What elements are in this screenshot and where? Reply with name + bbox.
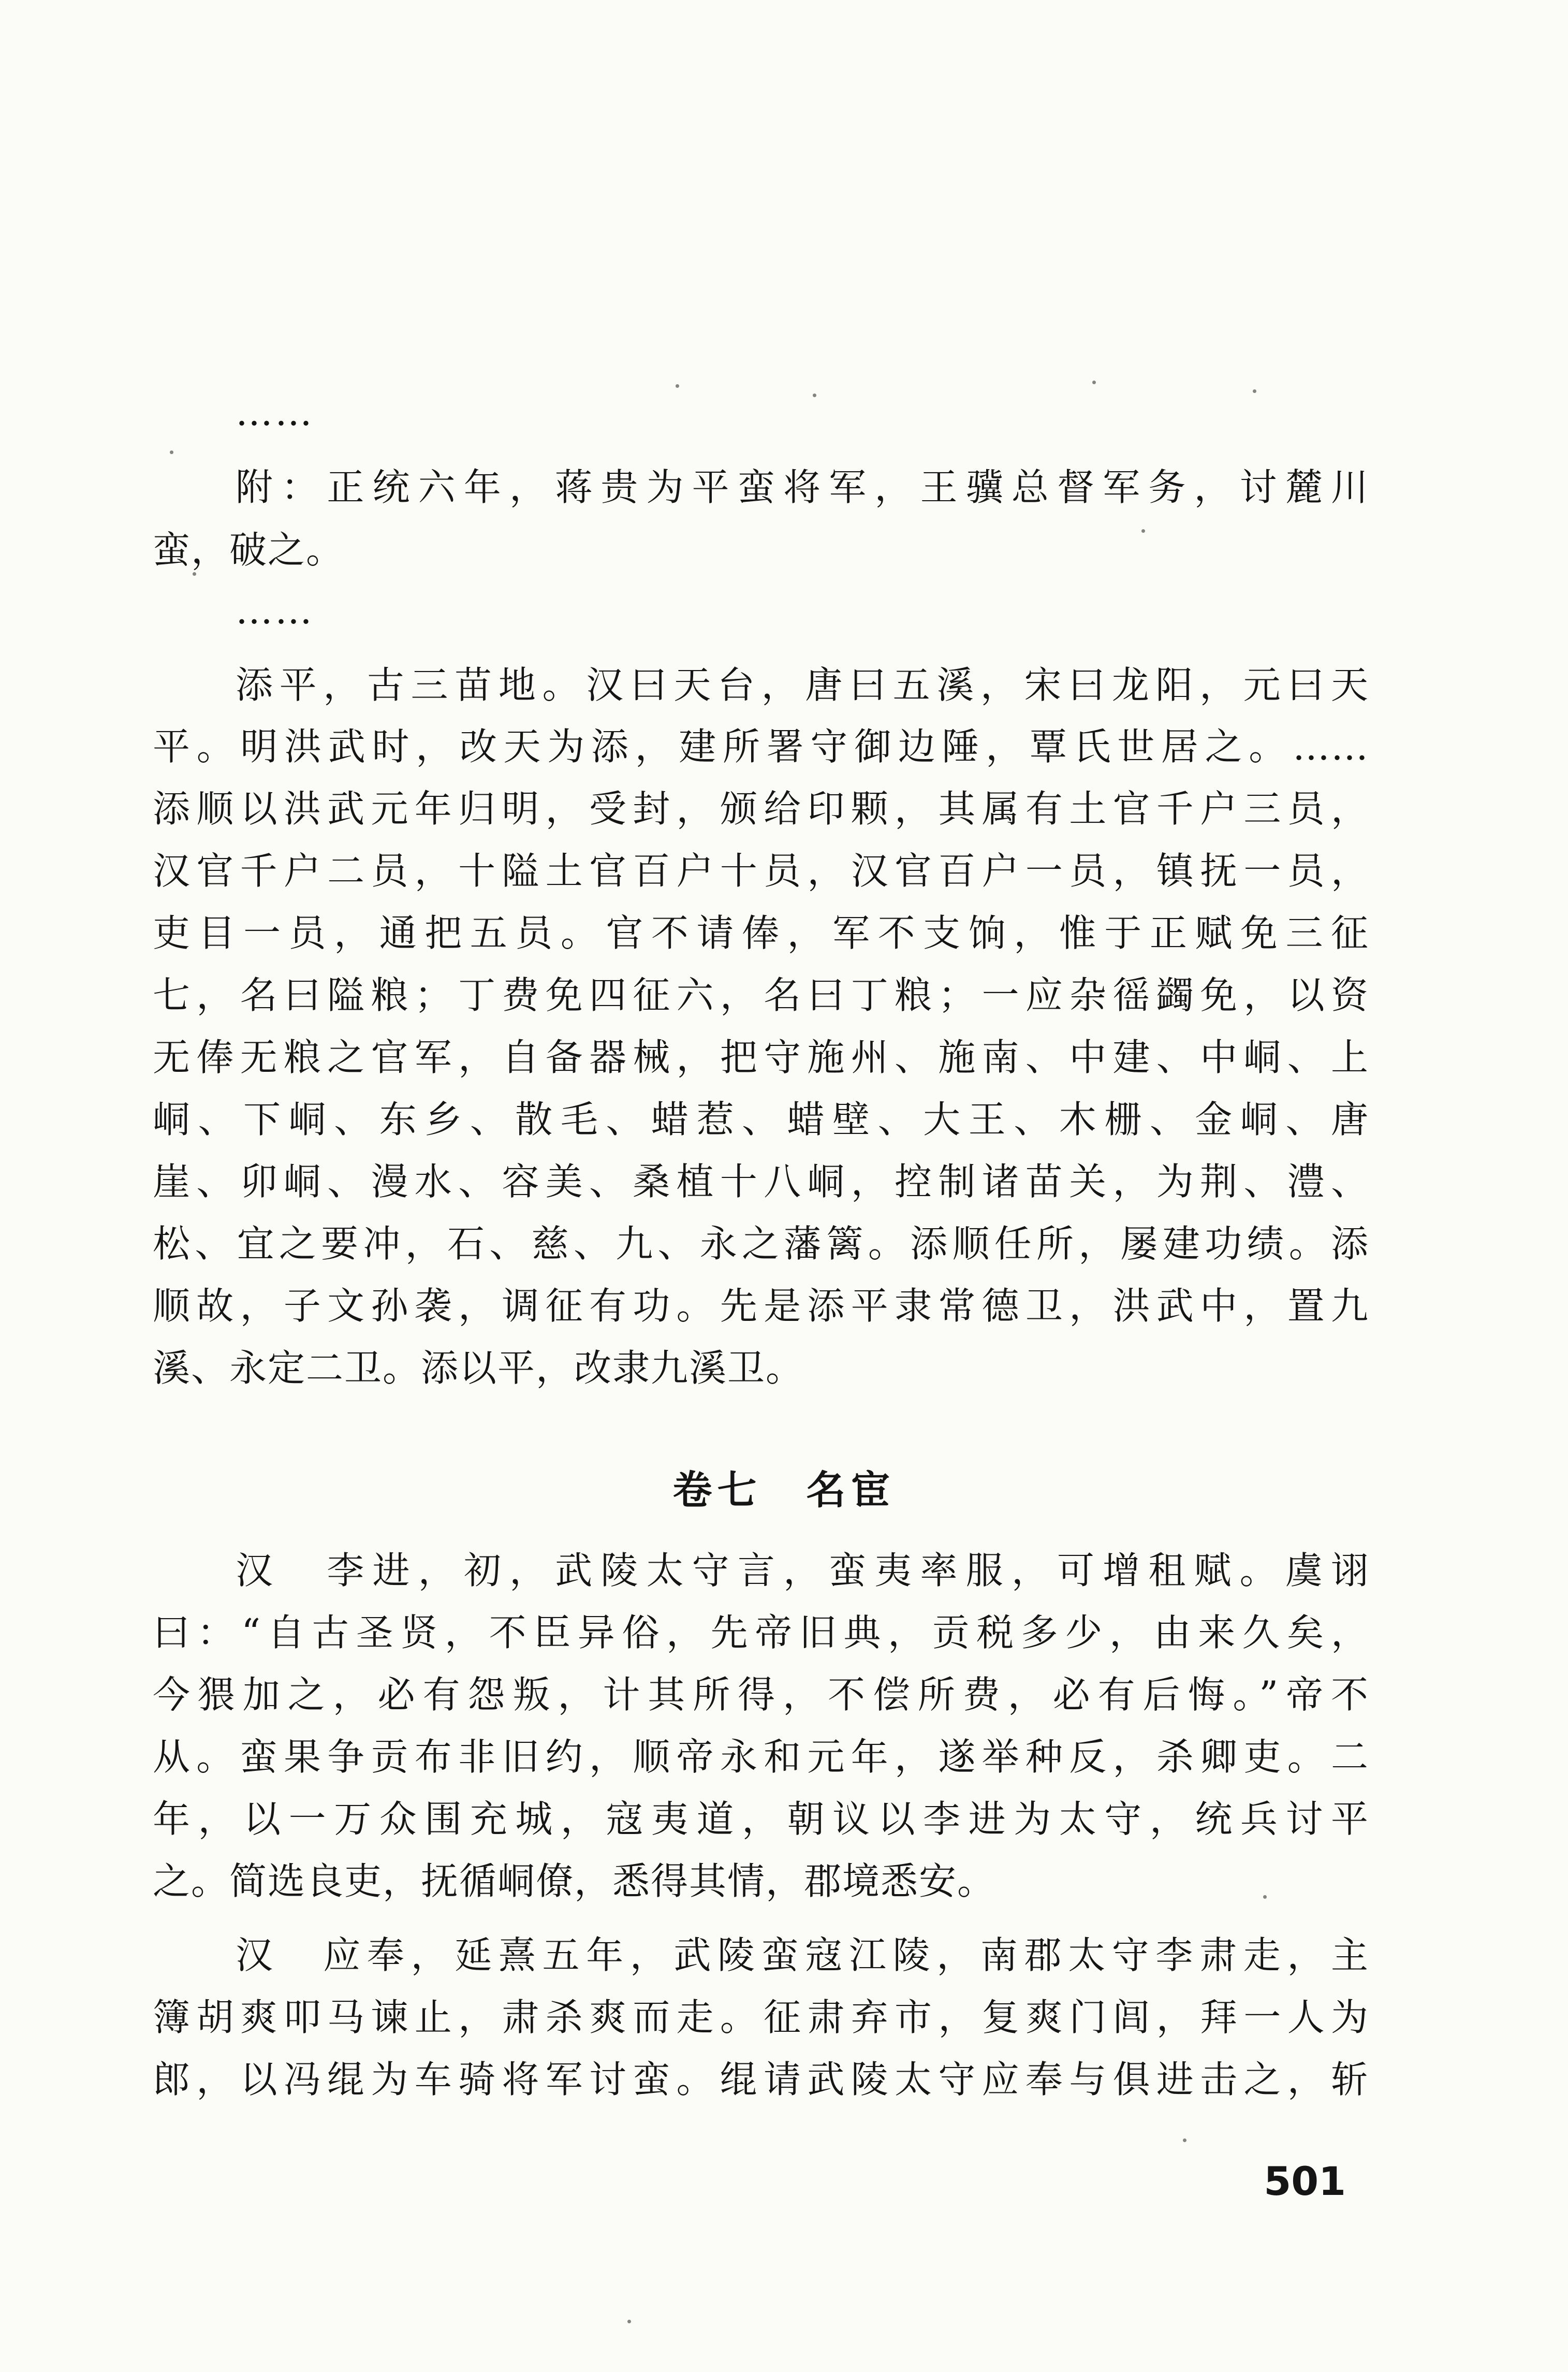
text-line: 松、宜之要冲，石、慈、九、永之藩篱。添顺任所，屡建功绩。添 (153, 1222, 1369, 1265)
section-heading: 卷七 名宦 (672, 1467, 896, 1513)
text-line: 汉 应奉，延熹五年，武陵蛮寇江陵，南郡太守李肃走，主 (236, 1933, 1369, 1977)
text-line: 平。明洪武时，改天为添，建所署守御边陲，覃氏世居之。…… (153, 725, 1369, 768)
text-line: 无俸无粮之官军，自备器械，把守施州、施南、中建、中峒、上 (153, 1036, 1369, 1079)
text-line: 之。简选良吏，抚循峒僚，悉得其情，郡境悉安。 (153, 1859, 996, 1903)
page-number: 501 (1264, 2158, 1346, 2204)
scan-speck (676, 384, 679, 388)
text-line: 崖、卯峒、漫水、容美、桑植十八峒，控制诸苗关，为荆、澧、 (153, 1160, 1369, 1203)
text-line: 汉官千户二员，十隘土官百户十员，汉官百户一员，镇抚一员， (153, 849, 1369, 893)
scan-speck (813, 394, 816, 397)
scan-speck (1253, 389, 1256, 393)
text-line: 添顺以洪武元年归明，受封，颁给印颗，其属有土官千户三员， (153, 787, 1369, 831)
text-line: 年，以一万众围充城，寇夷道，朝议以李进为太守，统兵讨平 (153, 1797, 1369, 1841)
text-line: 溪、永定二卫。添以平，改隶九溪卫。 (153, 1346, 804, 1390)
scan-speck (1183, 2138, 1186, 2142)
text-line: 汉 李进，初，武陵太守言，蛮夷率服，可增租赋。虞诩 (236, 1549, 1369, 1592)
text-line: 从。蛮果争贡布非旧约，顺帝永和元年，遂举种反，杀卿吏。二 (153, 1735, 1369, 1779)
text-line-ellipsis: …… (236, 589, 314, 632)
scan-speck (1263, 1895, 1267, 1899)
scan-speck (170, 450, 173, 454)
scan-speck (627, 2320, 631, 2323)
text-line: 郎，以冯绲为车骑将军讨蛮。绲请武陵太守应奉与俱进击之，斩 (153, 2058, 1369, 2101)
text-line: 峒、下峒、东乡、散毛、蜡惹、蜡壁、大王、木栅、金峒、唐 (153, 1098, 1369, 1141)
text-line: 蛮，破之。 (153, 528, 345, 572)
text-line: 顺故，子文孙袭，调征有功。先是添平隶常德卫，洪武中，置九 (153, 1284, 1369, 1328)
text-line: 附：正统六年，蒋贵为平蛮将军，王骥总督军务，讨麓川 (236, 465, 1369, 509)
scan-speck (1141, 529, 1145, 533)
text-line: 吏目一员，通把五员。官不请俸，军不支饷，惟于正赋免三征 (153, 911, 1369, 955)
text-line: 今猥加之，必有怨叛，计其所得，不偿所费，必有后悔。”帝不 (153, 1673, 1369, 1716)
text-line: 簿胡爽叩马谏止，肃杀爽而走。征肃弃市，复爽门闾，拜一人为 (153, 1996, 1369, 2039)
text-line-ellipsis-top: …… (236, 390, 314, 434)
scan-speck (1092, 381, 1096, 384)
scan-speck (193, 572, 196, 576)
text-line: 添平，古三苗地。汉曰天台，唐曰五溪，宋曰龙阳，元曰天 (236, 663, 1369, 707)
text-line: 七，名曰隘粮；丁费免四征六，名曰丁粮；一应杂徭蠲免，以资 (153, 973, 1369, 1017)
text-line: 曰：“自古圣贤，不臣异俗，先帝旧典，贡税多少，由来久矣， (153, 1611, 1369, 1654)
